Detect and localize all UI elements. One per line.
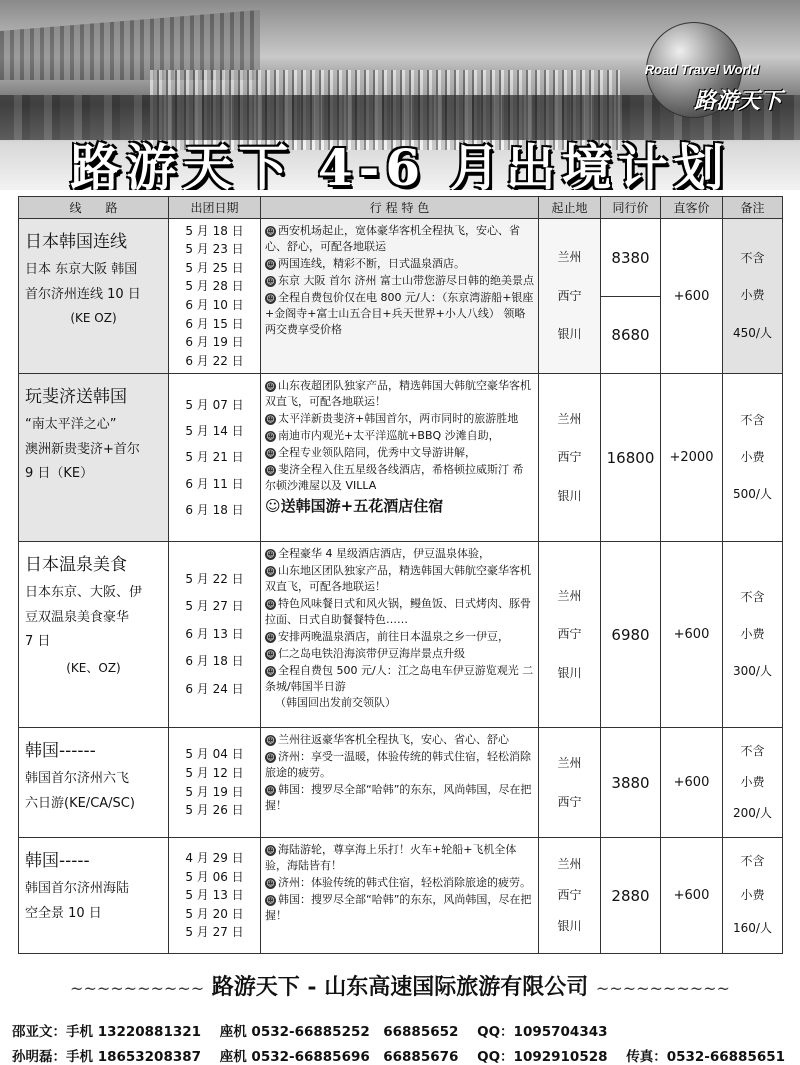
feature-note: （韩国回出发前交领队） [275,696,396,710]
departure-date: 6 月 22 日 [185,353,244,368]
route-airline: (KE、OZ) [66,661,121,676]
feature-item: ☺ 韩国：搜罗尽全部“哈韩”的东东，风尚韩国，尽在把握！ [265,892,532,922]
peer-price: 8380 [611,248,650,267]
smiley-icon: ☺ [266,846,275,855]
departure-date: 5 月 12 日 [185,765,244,780]
route-cell [19,838,169,954]
peer-price: 3880 [601,728,661,838]
remark-cell [723,542,783,728]
direct-price: +600 [661,219,723,374]
brand-logo [622,22,782,122]
smiley-icon: ☺ [266,414,275,424]
origin-cell [539,728,601,838]
route-line: 韩国首尔济州海陆 [25,881,130,896]
origin-cell [539,219,601,374]
direct-price: +600 [661,542,723,728]
peer-price: 2880 [601,838,661,954]
remark-text: 450/人 [733,325,772,340]
smiley-icon: ☺ [266,895,275,905]
origin-city: 西宁 [557,794,582,809]
route-line: 豆双温泉美食豪华 [25,609,130,625]
route-line: 7 日 [25,634,51,650]
departure-date: 6 月 18 日 [185,503,244,518]
features-cell [261,728,539,838]
departure-date: 5 月 18 日 [185,223,244,238]
departure-date: 5 月 20 日 [185,906,244,921]
remark-text: 500/人 [733,487,772,502]
origin-city: 兰州 [557,756,582,771]
dates-cell [169,219,261,374]
departure-date: 5 月 23 日 [185,242,244,257]
remark-cell [723,219,783,374]
features-cell [261,374,539,542]
smiley-icon: ☺ [266,878,275,888]
feature-item: ☺ 太平洋新贵斐济+韩国首尔，两市同时的旅游胜地 [266,411,519,425]
remark-text: 小费 [740,626,765,641]
feature-item: ☺ 南迪市内观光+太平洋巡航+BBQ 沙滩自助， [266,428,500,442]
route-cell [19,542,169,728]
features-cell [261,838,539,954]
peer-price: 16800 [601,374,661,542]
origin-cell [539,374,601,542]
smiley-icon: ☺ [266,736,275,745]
route-title: 日本温泉美食 [25,555,127,575]
smiley-icon: ☺ [266,448,275,458]
header-features: 行 程 特 色 [261,197,539,219]
departure-date: 5 月 14 日 [185,423,244,438]
feature-item: ☺ 斐济全程入住五星级各线酒店，希格顿拉威斯汀 希尔顿沙滩屋以及 VILLA [265,462,524,492]
contact-landline: 座机 0532-66885696 66885676 [219,1049,459,1065]
feature-item: ☺ 西安机场起止，宽体豪华客机全程执飞，安心、省心、舒心，可配各地联运 [265,224,520,253]
brand-english: Road Travel World [644,62,760,77]
departure-date: 6 月 15 日 [185,316,244,331]
dates-cell [169,374,261,542]
company-footer [20,970,780,1001]
origin-city: 兰州 [557,250,582,265]
departure-date: 6 月 18 日 [185,654,244,669]
route-line: 六日游(KE/CA/SC) [25,795,135,811]
wave-decoration-left: ~~~~~~~~~~ [70,979,205,998]
feature-item: ☺ 济州：享受一温暖，体验传统的韩式住宿，轻松消除旅途的疲劳。 [265,749,531,779]
smiley-icon: ☺ [266,293,275,303]
feature-item: ☺ 全程豪华 4 星级酒店酒店，伊豆温泉体验， [266,547,490,560]
remark-text: 不含 [740,589,765,604]
remark-cell [723,838,783,954]
remark-cell [723,374,783,542]
features-cell [261,219,539,374]
origin-city: 银川 [557,919,582,934]
table-row [19,542,783,728]
departure-date: 6 月 13 日 [185,626,244,641]
feature-item: ☺ 全程自费包 500 元/人：江之岛电车伊豆游览观光 二条城/韩国半日游 [265,663,534,693]
route-cell [19,728,169,838]
smiley-icon: ☺ [265,496,281,515]
departure-date: 5 月 22 日 [185,571,244,586]
origin-city: 银川 [557,665,582,680]
header-origin: 起止地 [539,197,601,219]
departure-date: 6 月 24 日 [185,681,244,696]
direct-price: +2000 [661,374,723,542]
route-cell [19,219,169,374]
origin-city: 银川 [557,488,582,503]
brand-chinese: 路游天下 [693,88,782,114]
features-cell [261,542,539,728]
wave-decoration-right: ~~~~~~~~~~ [595,979,730,998]
departure-date: 5 月 04 日 [185,747,244,762]
origin-city: 西宁 [557,887,582,902]
origin-city: 兰州 [557,856,582,871]
departure-date: 5 月 28 日 [185,279,244,294]
smiley-icon: ☺ [266,566,275,576]
smiley-icon: ☺ [266,276,275,286]
peer-price: 6980 [601,542,661,728]
dates-cell [169,728,261,838]
origin-city: 西宁 [557,288,582,303]
departure-date: 5 月 06 日 [185,869,244,884]
page-title: 路游天下 4-6 月出境计划 [70,138,730,190]
departure-date: 4 月 29 日 [185,851,244,866]
smiley-icon: ☺ [266,752,275,762]
departure-date: 6 月 10 日 [185,298,244,312]
route-cell [19,374,169,542]
feature-item: ☺ 两国连线，精彩不断，日式温泉酒店。 [266,256,465,270]
feature-item: ☺ 海陆游轮，尊享海上乐打！火车+轮船+飞机全体验，海陆皆有！ [265,843,517,872]
remark-text: 不含 [740,412,765,427]
remark-text: 不含 [740,251,765,266]
smiley-icon: ☺ [266,649,275,659]
smiley-icon: ☺ [266,666,275,676]
contact-landline: 座机 0532-66885252 66885652 [219,1024,459,1040]
header-route: 线 路 [19,197,169,219]
route-line: 韩国首尔济州六飞 [25,771,130,786]
table-row [19,374,783,542]
departure-date: 5 月 27 日 [185,925,244,940]
dates-cell [169,542,261,728]
feature-item: ☺ 东京 大阪 首尔 济州 富士山带您游尽日韩的绝美景点 [266,273,534,287]
feature-item: ☺ 安排两晚温泉酒店，前往日本温泉之乡一伊豆， [266,629,509,643]
origin-city: 银川 [557,327,582,342]
route-line: 日本 东京大阪 韩国 [25,262,138,277]
departure-date: 5 月 19 日 [185,784,244,799]
route-line: “南太平洋之心” [25,417,117,432]
route-line: 9 日（KE） [25,466,94,482]
feature-item: ☺ 山东地区团队独家产品，精选韩国大韩航空豪华客机双直飞，可配各地联运！ [265,563,531,593]
route-title: 日本韩国连线 [25,232,127,252]
route-title: 韩国----- [25,851,90,871]
feature-item: ☺ 兰州往返豪华客机全程执飞，安心、省心、舒心 [266,733,509,746]
route-line: 澳洲新贵斐济+首尔 [25,441,140,457]
remark-text: 300/人 [733,664,772,679]
route-airline: (KE OZ) [70,311,117,326]
header-banner [0,0,800,190]
feature-item: ☺ 山东夜超团队独家产品，精选韩国大韩航空豪华客机双直飞，可配各地联运！ [265,379,531,408]
smiley-icon: ☺ [266,465,275,475]
origin-city: 兰州 [557,588,582,603]
remark-text: 200/人 [733,806,772,821]
peer-price-cell [601,219,661,374]
smiley-icon: ☺ [266,632,275,642]
contact-mobile: 孙明磊：手机 18653208387 [12,1049,202,1065]
table-row [19,219,783,374]
direct-price: +600 [661,838,723,954]
dates-cell [169,838,261,954]
itinerary-table [18,196,783,954]
smiley-icon: ☺ [266,785,275,795]
table-row [19,838,783,954]
remark-text: 小费 [740,288,765,303]
contact-line [12,1045,799,1065]
feature-item: ☺ 特色风味餐日式和风火锅，鳗鱼饭、日式烤肉、豚骨拉面、日式自助餐餐特色…… [265,596,531,626]
origin-cell [539,542,601,728]
origin-city: 兰州 [557,411,582,426]
departure-date: 6 月 11 日 [185,476,244,491]
table-row [19,728,783,838]
route-line: 空全景 10 日 [25,905,102,921]
feature-item: ☺ 全程自费包价仅在电 800 元/人：（东京湾游船+银座+金阁寺+富士山五合目+兵天世界+小人八线） 领略两交费享受价格 [265,290,534,336]
smiley-icon: ☺ [266,259,275,269]
header-direct-price: 直客价 [661,197,723,219]
direct-price: +600 [661,728,723,838]
contact-fax: 传真：0532-66885651 [626,1049,786,1065]
table-header-row [19,197,783,219]
route-title: 韩国------ [25,741,96,761]
remark-text: 不含 [740,743,765,758]
route-line: 首尔济州连线 10 日 [25,286,141,302]
feature-item: ☺ 全程专业领队陪同，优秀中文导游讲解， [266,445,476,459]
smiley-icon: ☺ [266,382,275,391]
header-dates: 出团日期 [169,197,261,219]
contact-mobile: 邵亚文：手机 13220881321 [12,1024,202,1040]
remark-text: 160/人 [733,921,772,936]
peer-price: 8680 [601,296,660,373]
departure-date: 5 月 13 日 [185,888,244,903]
remark-text: 不含 [740,854,765,869]
departure-date: 5 月 07 日 [185,397,244,412]
header-remarks: 备注 [723,197,783,219]
departure-date: 5 月 26 日 [185,803,244,818]
remark-text: 小费 [740,774,765,789]
contact-qq: QQ：1092910528 [477,1049,608,1065]
smiley-icon: ☺ [266,227,275,236]
remark-text: 小费 [740,887,765,902]
smiley-icon: ☺ [266,431,275,441]
origin-city: 西宁 [557,450,582,465]
origin-cell [539,838,601,954]
contact-line [12,1020,622,1040]
departure-date: 5 月 21 日 [185,450,244,465]
departure-date: 5 月 27 日 [185,599,244,614]
company-name: 路游天下 - 山东高速国际旅游有限公司 [211,974,589,1000]
remark-text: 小费 [740,449,765,464]
feature-item: ☺ 韩国：搜罗尽全部“哈韩”的东东，风尚韩国，尽在把握！ [265,782,532,812]
remark-cell [723,728,783,838]
route-title: 玩斐济送韩国 [25,387,127,407]
origin-city: 西宁 [557,627,582,642]
feature-item: ☺ 仁之岛电铁沿海滨带伊豆海岸景点升级 [266,646,465,660]
departure-date: 6 月 19 日 [185,335,244,350]
smiley-icon: ☺ [266,550,275,559]
smiley-icon: ☺ [266,599,275,609]
feature-item: ☺ 济州：体验传统的韩式住宿，轻松消除旅途的疲劳。 [266,875,531,889]
feature-highlight: ☺送韩国游+五花酒店住宿 [265,496,444,515]
route-line: 日本东京、大阪、伊 [25,585,143,600]
departure-date: 5 月 25 日 [185,260,244,275]
contact-qq: QQ：1095704343 [477,1024,608,1040]
header-peer-price: 同行价 [601,197,661,219]
